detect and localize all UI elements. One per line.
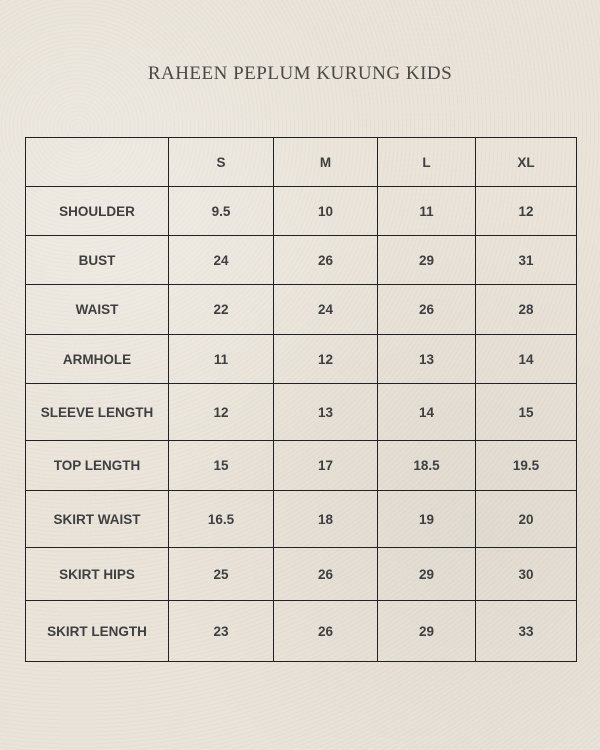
table-cell: 18.5 — [378, 441, 476, 491]
header-cell-l: L — [378, 138, 476, 187]
table-row — [26, 187, 577, 236]
table-cell: 26 — [274, 236, 378, 285]
table-row — [26, 601, 577, 662]
row-label: SKIRT HIPS — [26, 548, 169, 601]
header-cell-empty — [26, 138, 169, 187]
table-cell: 20 — [476, 491, 577, 548]
row-label: SLEEVE LENGTH — [26, 384, 169, 441]
table-cell: 14 — [476, 335, 577, 384]
row-label: SKIRT WAIST — [26, 491, 169, 548]
table-cell: 13 — [274, 384, 378, 441]
table-cell: 25 — [169, 548, 274, 601]
row-label: ARMHOLE — [26, 335, 169, 384]
table-row — [26, 548, 577, 601]
table-cell: 26 — [378, 285, 476, 335]
table-cell: 33 — [476, 601, 577, 662]
table-cell: 12 — [169, 384, 274, 441]
header-row — [26, 138, 577, 187]
table-row — [26, 285, 577, 335]
table-cell: 17 — [274, 441, 378, 491]
table-row — [26, 384, 577, 441]
table-cell: 29 — [378, 548, 476, 601]
table-cell: 9.5 — [169, 187, 274, 236]
table-cell: 18 — [274, 491, 378, 548]
table-cell: 29 — [378, 601, 476, 662]
header-cell-xl: XL — [476, 138, 577, 187]
table-cell: 16.5 — [169, 491, 274, 548]
table-cell: 23 — [169, 601, 274, 662]
row-label: SHOULDER — [26, 187, 169, 236]
page-title: RAHEEN PEPLUM KURUNG KIDS — [147, 63, 453, 84]
table-cell: 13 — [378, 335, 476, 384]
header-cell-s: S — [169, 138, 274, 187]
table-cell: 15 — [169, 441, 274, 491]
table-row — [26, 335, 577, 384]
row-label: BUST — [26, 236, 169, 285]
table-row — [26, 491, 577, 548]
table-cell: 12 — [274, 335, 378, 384]
table-cell: 22 — [169, 285, 274, 335]
table-row — [26, 236, 577, 285]
table-row — [26, 441, 577, 491]
table-cell: 26 — [274, 548, 378, 601]
table-cell: 24 — [274, 285, 378, 335]
table-cell: 14 — [378, 384, 476, 441]
table-cell: 30 — [476, 548, 577, 601]
row-label: TOP LENGTH — [26, 441, 169, 491]
table-cell: 26 — [274, 601, 378, 662]
table-cell: 29 — [378, 236, 476, 285]
size-chart-table — [25, 137, 577, 662]
table-cell: 11 — [378, 187, 476, 236]
table-cell: 11 — [169, 335, 274, 384]
table-cell: 28 — [476, 285, 577, 335]
row-label: SKIRT LENGTH — [26, 601, 169, 662]
table-cell: 19.5 — [476, 441, 577, 491]
table-cell: 31 — [476, 236, 577, 285]
header-cell-m: M — [274, 138, 378, 187]
table-cell: 24 — [169, 236, 274, 285]
table-cell: 15 — [476, 384, 577, 441]
table-cell: 19 — [378, 491, 476, 548]
table-cell: 12 — [476, 187, 577, 236]
table-cell: 10 — [274, 187, 378, 236]
row-label: WAIST — [26, 285, 169, 335]
